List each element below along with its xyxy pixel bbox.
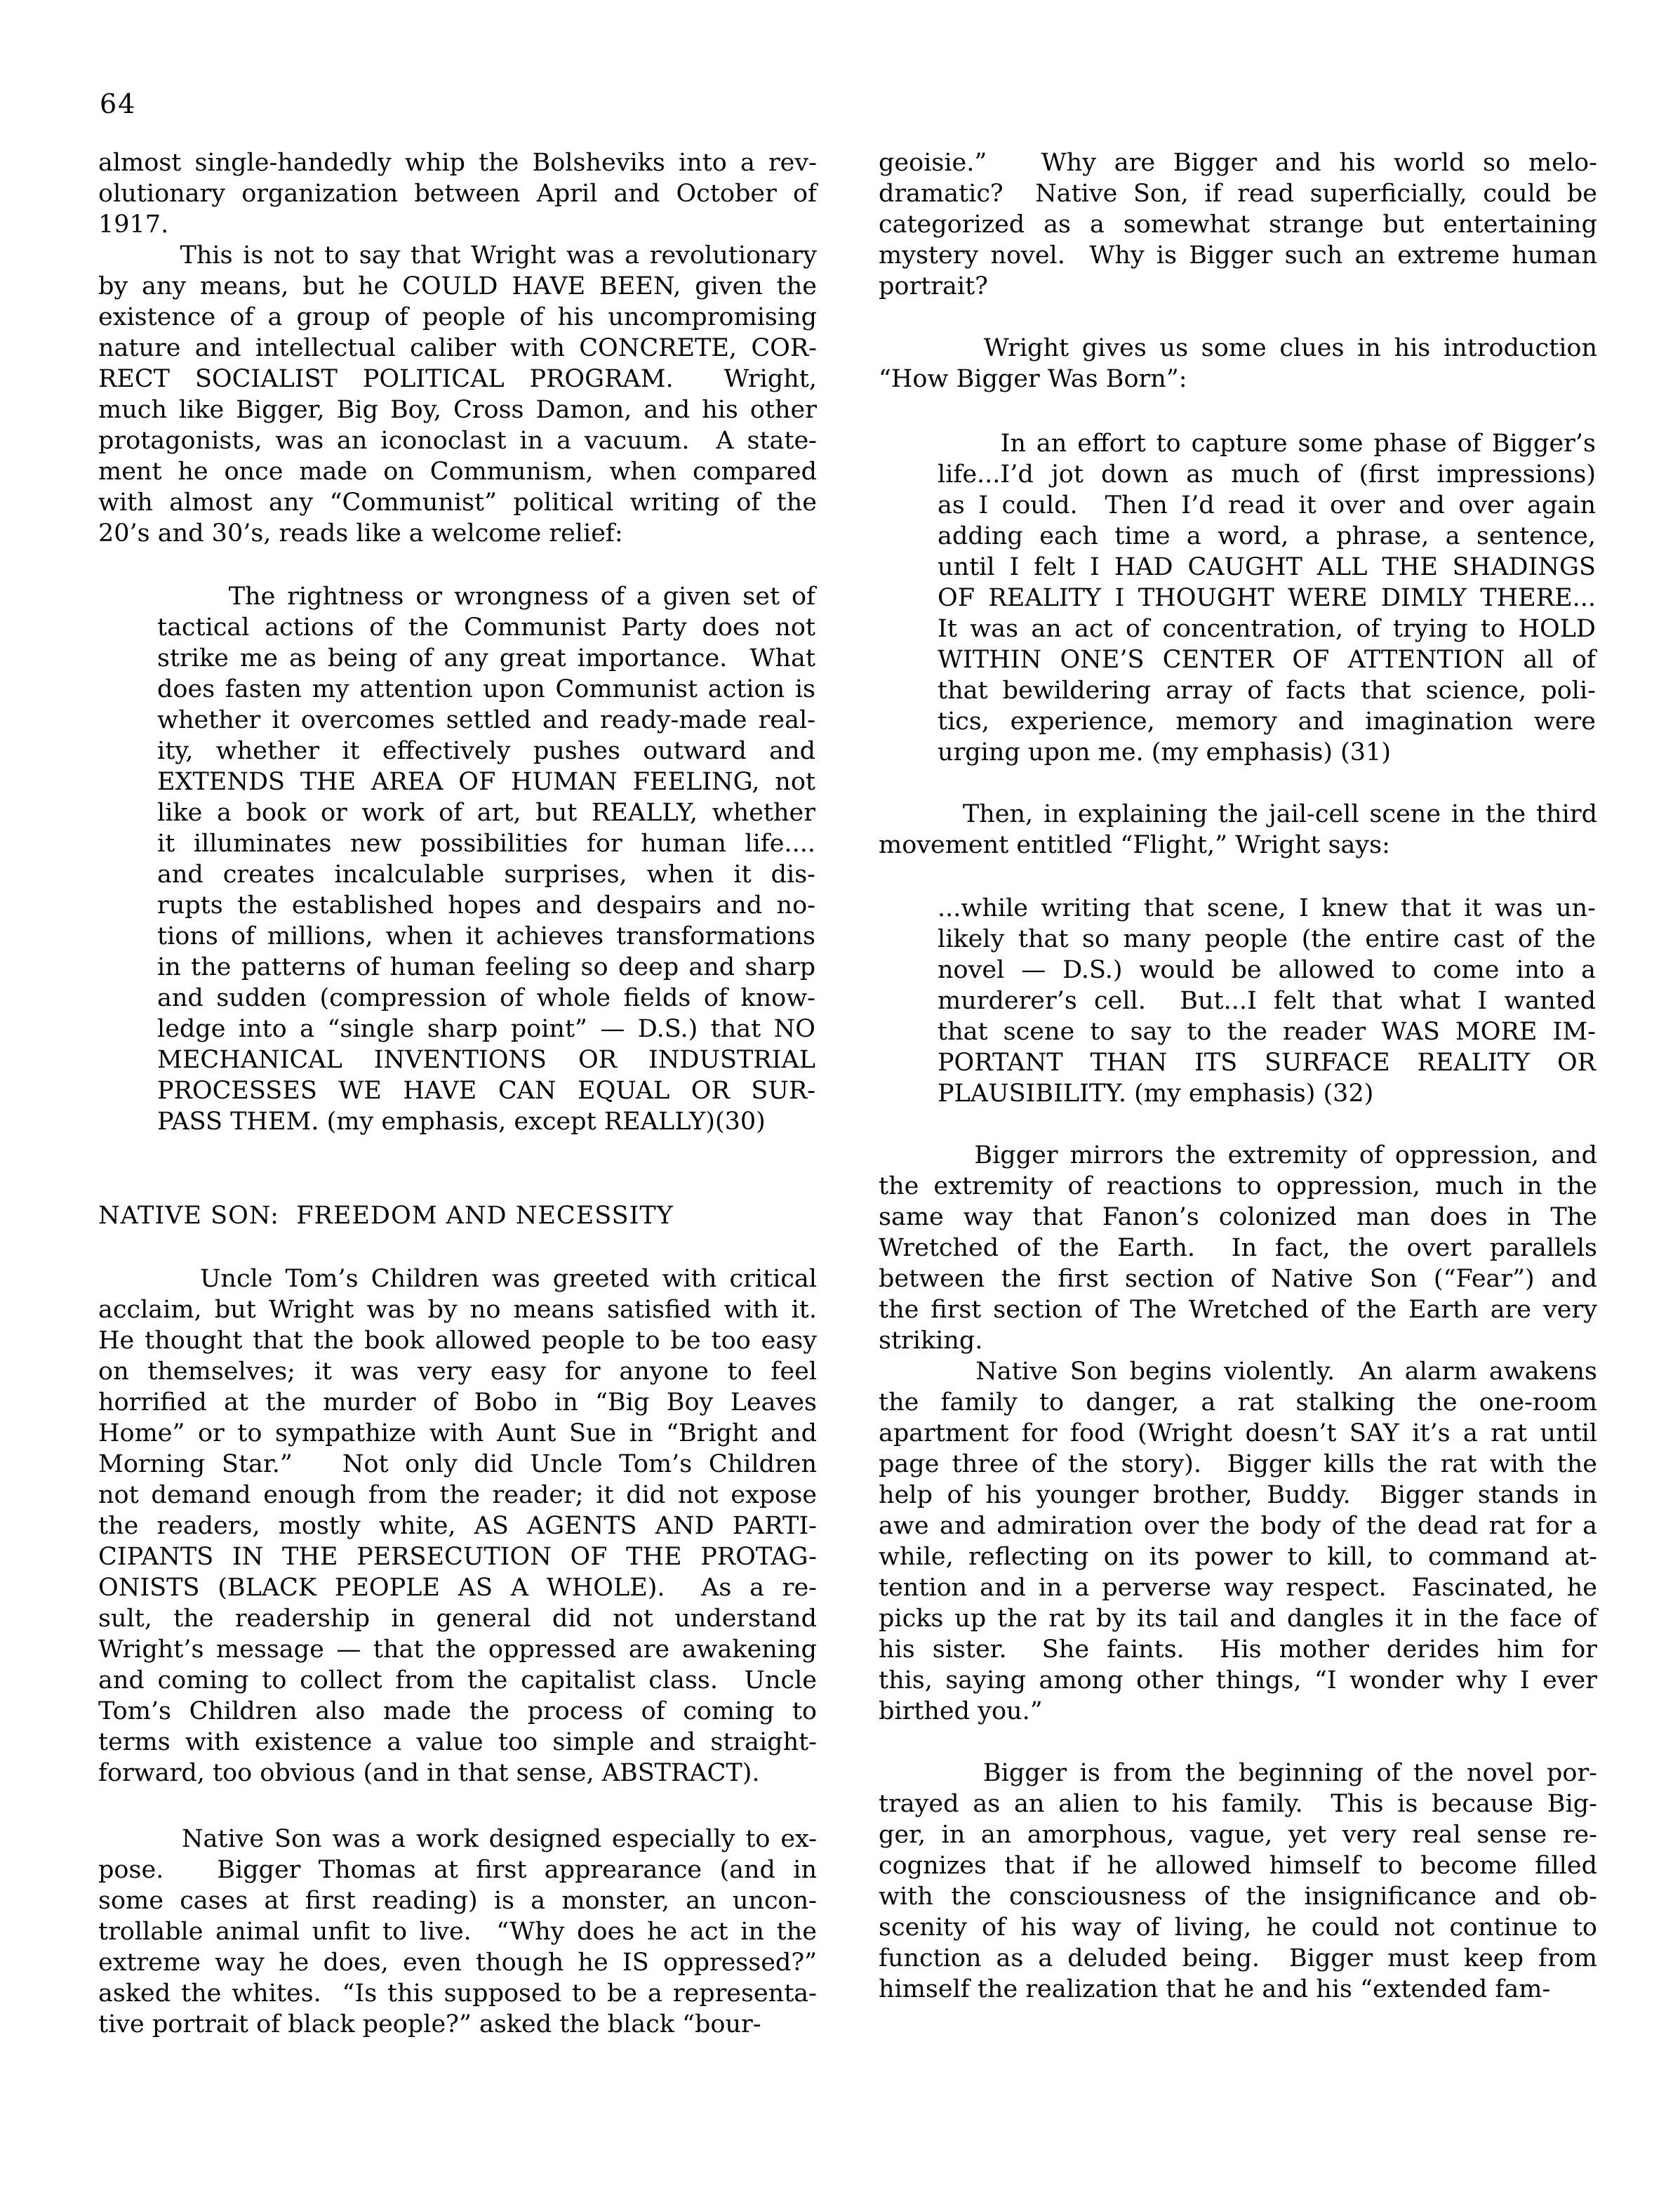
left-paragraph-4: Native Son was a work designed especially to ex- pose. Bigger Thomas at first apprearance (and in some cases at first reading) is a monster, an uncon- trollable animal unfit to live. “Why does he act in the extreme way he does, even though he IS oppressed?” asked the whites. “Is this supposed to be a representa- tive portrait of black people?” asked the black “bour- [98,1825,817,2038]
right-column [879,147,1597,2005]
right-paragraph-2: Wright gives us some clues in his introduction “How Bigger Was Born”: [879,334,1597,393]
right-block-quote-2: ...while writing that scene, I knew that it was un- likely that so many people (the entire cast of the novel — D.S.) would be allowed to come into a murderer’s cell. But...I felt that what I wanted that scene to say to the reader WAS MORE IM- PORTANT THAN ITS SURFACE REALITY OR PLAUSIBILITY. (my emphasis) (32) [938,894,1596,1108]
left-block-quote: The rightness or wrongness of a given set of tactical actions of the Communist Party does not strike me as being of any great importance. What does fasten my attention upon Communist action is whether it overcomes settled and ready-made real- ity, whether it effectively pushes outward and EXTENDS THE AREA OF HUMAN FEELING, not like a book or work of art, but REALLY, whether it illuminates new possibilities for human life.... and creates incalculable surprises, when it dis- rupts the established hopes and despairs and no- tions of millions, when it achieves transformations in the patterns of human feeling so deep and sharp and sudden (compression of whole fields of know- ledge into a “single sharp point” — D.S.) that NO MECHANICAL INVENTIONS OR INDUSTRIAL PROCESSES WE HAVE CAN EQUAL OR SUR- PASS THEM. (my emphasis, except REALLY)(30) [157,583,815,1136]
left-paragraph-3: Uncle Tom’s Children was greeted with critical acclaim, but Wright was by no means satisfied with it. He thought that the book allowed people to be too easy on themselves; it was very easy for anyone to feel horrified at the murder of Bobo in “Big Boy Leaves Home” or to sympathize with Aunt Sue in “Bright and Morning Star.” Not only did Uncle Tom’s Children not demand enough from the reader; it did not expose the readers, mostly white, AS AGENTS AND PARTI- CIPANTS IN THE PERSECUTION OF THE PROTAG- ONISTS (BLACK PEOPLE AS A WHOLE). As a re- sult, the readership in general did not understand Wright’s message — that the oppressed are awakening and coming to collect from the capitalist class. Uncle Tom’s Children also made the process of coming to terms with existence a value too simple and straight- forward, too obvious (and in that sense, ABSTRACT). [98,1265,817,1787]
right-paragraph-continuation: geoisie.” Why are Bigger and his world so melo- dramatic? Native Son, if read superficially, could be categorized as a somewhat strange but entertaining mystery novel. Why is Bigger such an extreme human portrait? [879,149,1597,300]
page-number: 64 [100,88,137,119]
left-column [98,147,817,2040]
right-paragraph-6: Bigger is from the beginning of the novel por- trayed as an alien to his family. This is because Big- ger, in an amorphous, vague, yet very real sense re- cognizes that if he allowed himself to become filled with the consciousness of the insignificance and ob- scenity of his way of living, he could not continue to function as a deluded being. Bigger must keep from himself the realization that he and his “extended fam- [879,1759,1597,2003]
right-paragraph-5: Native Son begins violently. An alarm awakens the family to danger, a rat stalking the one-room apartment for food (Wright doesn’t SAY it’s a rat until page three of the story). Bigger kills the rat with the help of his younger brother, Buddy. Bigger stands in awe and admiration over the body of the dead rat for a while, reflecting on its power to kill, to command at- tention and in a perverse way respect. Fascinated, he picks up the rat by its tail and dangles it in the face of his sister. She faints. His mother derides him for this, saying among other things, “I wonder why I ever birthed you.” [879,1358,1597,1725]
left-paragraph-continuation: almost single-handedly whip the Bolsheviks into a rev- olutionary organization between April and October of 1917. [98,149,817,239]
right-paragraph-3: Then, in explaining the jail-cell scene in the third movement entitled “Flight,” Wright says: [879,800,1597,859]
right-paragraph-4: Bigger mirrors the extremity of oppression, and the extremity of reactions to oppression, much in the same way that Fanon’s colonized man does in The Wretched of the Earth. In fact, the overt parallels between the first section of Native Son (“Fear”) and the first section of The Wretched of the Earth are very striking. [879,1141,1597,1355]
right-block-quote-1: In an effort to capture some phase of Bigger’s life...I’d jot down as much of (first impressions) as I could. Then I’d read it over and over again adding each time a word, a phrase, a sentence, until I felt I HAD CAUGHT ALL THE SHADINGS OF REALITY I THOUGHT WERE DIMLY THERE... It was an act of concentration, of trying to HOLD WITHIN ONE’S CENTER OF ATTENTION all of that bewildering array of facts that science, poli- tics, experience, memory and imagination were urging upon me. (my emphasis) (31) [938,430,1596,767]
left-paragraph-2: This is not to say that Wright was a revolutionary by any means, but he COULD HAVE BEEN, given the existence of a group of people of his uncompromising nature and intellectual caliber with CONCRETE, COR- RECT SOCIALIST POLITICAL PROGRAM. Wright, much like Bigger, Big Boy, Cross Damon, and his other protagonists, was an iconoclast in a vacuum. A state- ment he once made on Communism, when compared with almost any “Communist” political writing of the 20’s and 30’s, reads like a welcome relief: [98,241,817,548]
section-heading: NATIVE SON: FREEDOM AND NECESSITY [98,1202,674,1230]
